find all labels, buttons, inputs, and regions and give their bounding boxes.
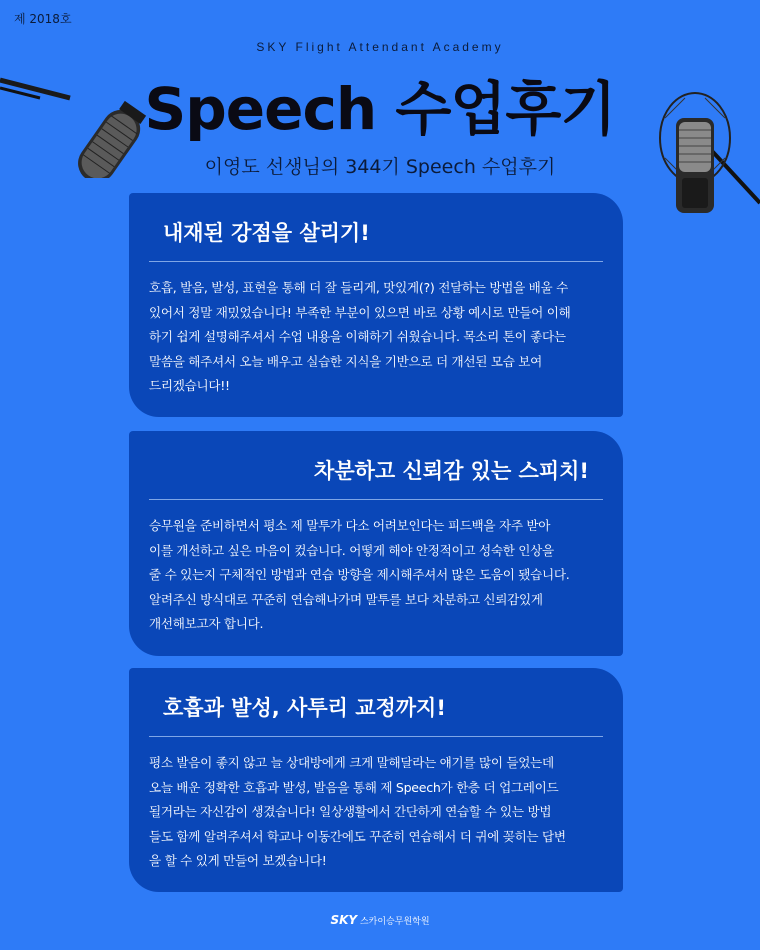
review-line: 있어서 정말 재밌었습니다! 부족한 부분이 있으면 바로 상황 예시로 만들어 이해 — [149, 304, 571, 320]
page-subtitle: 이영도 선생님의 344기 Speech 수업후기 — [204, 156, 556, 178]
review-line: 이를 개선하고 싶은 마음이 컸습니다. 어떻게 해야 안정적이고 성숙한 인상을 — [149, 542, 554, 558]
review-heading: 호흡과 발성, 사투리 교정까지! — [163, 696, 446, 720]
review-heading: 내재된 강점을 살리기! — [163, 221, 370, 245]
review-card — [129, 193, 623, 417]
review-line: 하기 쉽게 설명해주셔서 수업 내용을 이해하기 쉬웠습니다. 목소리 톤이 좋다는 — [149, 329, 566, 344]
review-line: 오늘 배운 정확한 호흡과 발성, 발음을 통해 제 Speech가 한층 더 업그레이드 — [149, 779, 559, 795]
review-line: 개선해보고자 합니다. — [149, 616, 264, 631]
review-line: 말씀을 해주셔서 오늘 배우고 실습한 지식을 기반으로 더 개선된 모습 보여 — [149, 353, 542, 369]
footer-logo — [0, 913, 760, 927]
page-title: Speech 수업후기 — [144, 75, 616, 143]
review-card — [129, 668, 623, 892]
review-line: 들도 함께 알려주셔서 학교나 이동간에도 꾸준히 연습해서 더 귀에 꽂히는 답변 — [149, 828, 566, 844]
review-line: 드리겠습니다!! — [149, 378, 230, 393]
review-line: 을 할 수 있게 만들어 보겠습니다! — [149, 853, 327, 868]
review-line: 줄 수 있는지 구체적인 방법과 연습 방향을 제시해주셔서 많은 도움이 됐습니다. — [149, 567, 570, 582]
review-line: 될거라는 자신감이 생겼습니다! 일상생활에서 간단하게 연습할 수 있는 방법 — [149, 804, 552, 819]
academy-name: SKY Flight Attendant Academy — [256, 40, 504, 54]
brand-name: 스카이승무원학원 — [359, 917, 430, 927]
review-heading: 차분하고 신뢰감 있는 스피치! — [314, 459, 589, 483]
review-body — [129, 262, 623, 399]
review-line: 승무원을 준비하면서 평소 제 말투가 다소 어려보인다는 피드백을 자주 받아 — [149, 518, 551, 533]
review-line: 호흡, 발음, 발성, 표현을 통해 더 잘 들리게, 맛있게(?) 전달하는 방법을 배울 수 — [149, 280, 568, 295]
brand-mark: SKY — [330, 913, 358, 927]
issue-number: 제 2018호 — [14, 12, 72, 26]
review-body — [129, 500, 623, 637]
review-card — [129, 431, 623, 656]
review-line: 알려주신 방식대로 꾸준히 연습해나가며 말투를 보다 차분하고 신뢰감있게 — [149, 591, 543, 607]
review-line: 평소 발음이 좋지 않고 늘 상대방에게 크게 말해달라는 얘기를 많이 들었는데 — [149, 755, 554, 770]
review-body — [129, 737, 623, 874]
